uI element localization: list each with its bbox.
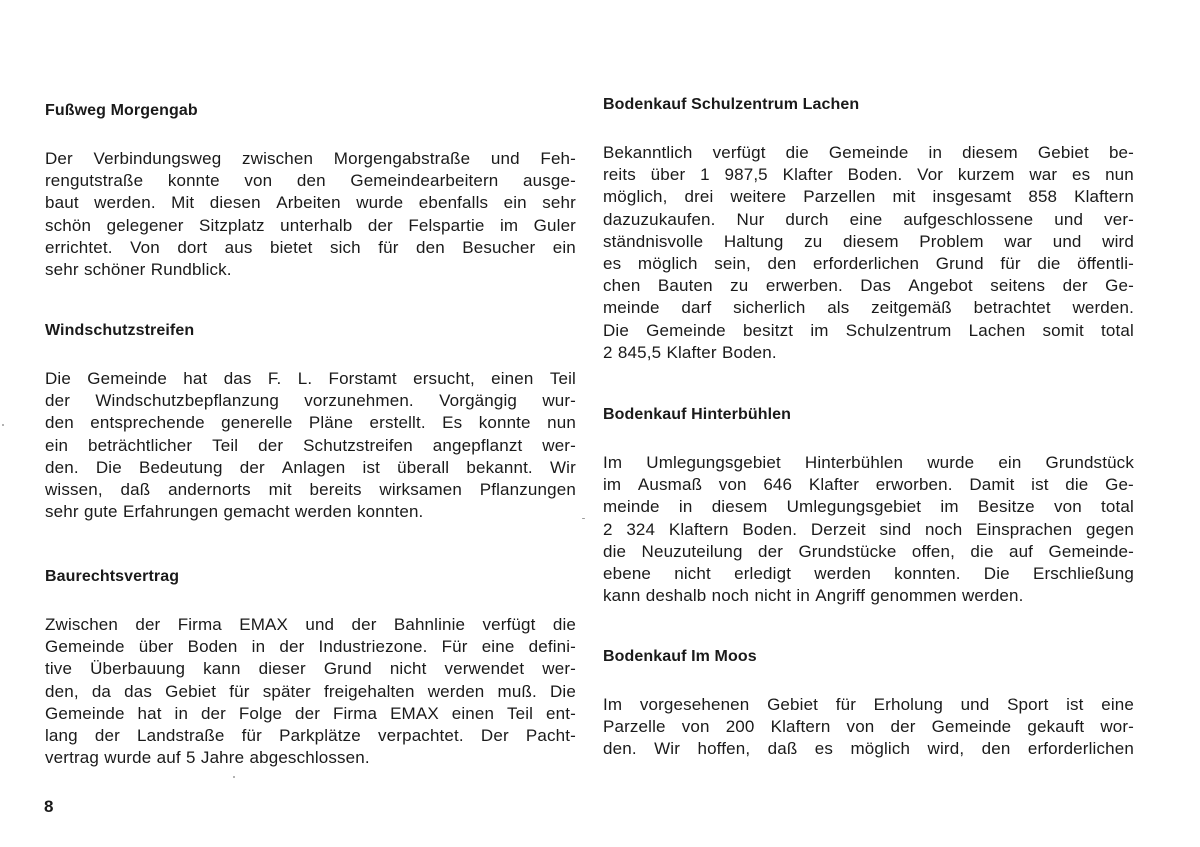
section-heading: Windschutzstreifen bbox=[45, 322, 195, 339]
section-paragraph bbox=[603, 452, 1134, 607]
text-line: meinde darf sicherlich als zeitgemäß betrachtet werden. bbox=[603, 298, 1134, 318]
text-line: chen Bauten zu erwerben. Das Angebot seitens der Ge- bbox=[603, 276, 1134, 296]
text-line: den entsprechende generelle Pläne erstellt. Es konnte nun bbox=[45, 413, 576, 433]
text-line: Gemeinde hat in der Folge der Firma EMAX einen Teil ent- bbox=[45, 703, 576, 723]
page-number: 8 bbox=[44, 797, 54, 816]
section-paragraph bbox=[45, 148, 576, 281]
scan-speck bbox=[233, 776, 235, 778]
text-line: die Neuzuteilung der Grundstücke offen, die auf Gemeinde- bbox=[603, 541, 1134, 561]
left-section-2 bbox=[45, 320, 576, 523]
text-line: reits über 1 987,5 Klafter Boden. Vor kurzem war es nun bbox=[603, 165, 1134, 185]
text-line: möglich, drei weitere Parzellen mit insgesamt 858 Klaftern bbox=[603, 187, 1134, 207]
text-line: im Ausmaß von 646 Klafter erworben. Damit ist die Ge- bbox=[603, 475, 1134, 495]
scan-speck bbox=[582, 518, 585, 519]
text-line: den, da das Gebiet für später freigehalten werden muß. Die bbox=[45, 681, 576, 701]
section-heading: Fußweg Morgengab bbox=[45, 102, 198, 119]
section-heading: Baurechtsvertrag bbox=[45, 568, 180, 585]
text-line: kann deshalb noch nicht in Angriff genommen werden. bbox=[603, 586, 1024, 606]
text-line: Parzelle von 200 Klaftern von der Gemeinde gekauft wor- bbox=[603, 717, 1134, 737]
text-line: Im Umlegungsgebiet Hinterbühlen wurde ein Grundstück bbox=[603, 453, 1134, 472]
section-heading: Bodenkauf Schulzentrum Lachen bbox=[603, 96, 860, 113]
text-line: sehr gute Erfahrungen gemacht werden konnten. bbox=[45, 502, 424, 522]
text-line: wissen, daß andernorts mit bereits wirksamen Pflanzungen bbox=[45, 480, 576, 500]
text-line: tive Überbauung kann dieser Grund nicht verwendet wer- bbox=[45, 659, 576, 679]
text-line: Zwischen der Firma EMAX und der Bahnlinie verfügt die bbox=[45, 615, 576, 634]
text-line: Bekanntlich verfügt die Gemeinde in diesem Gebiet be- bbox=[603, 143, 1134, 162]
text-line: sehr schöner Rundblick. bbox=[45, 260, 232, 280]
section-paragraph bbox=[603, 142, 1134, 364]
text-line: Gemeinde über Boden in der Industriezone. Für eine defini- bbox=[45, 637, 576, 657]
text-line: 2 324 Klaftern Boden. Derzeit sind noch Einsprachen gegen bbox=[603, 519, 1134, 539]
section-heading: Bodenkauf Hinterbühlen bbox=[603, 406, 791, 423]
right-section-3 bbox=[603, 646, 1134, 761]
text-line: es möglich sein, den erforderlichen Grund für die öffentli- bbox=[603, 254, 1134, 274]
text-line: ebene nicht erledigt werden konnten. Die Erschließung bbox=[603, 564, 1134, 584]
text-line: vertrag wurde auf 5 Jahre abgeschlossen. bbox=[45, 748, 370, 768]
text-line: ein beträchtlicher Teil der Schutzstreifen angepflanzt wer- bbox=[45, 435, 576, 455]
text-line: dazuzukaufen. Nur durch eine aufgeschlossene und ver- bbox=[603, 209, 1134, 229]
text-line: Der Verbindungsweg zwischen Morgengabstraße und Feh- bbox=[45, 149, 576, 168]
section-paragraph bbox=[45, 614, 576, 769]
section-paragraph bbox=[603, 694, 1134, 761]
left-section-3 bbox=[45, 566, 576, 769]
text-line: Die Gemeinde besitzt im Schulzentrum Lachen somit total bbox=[603, 320, 1134, 340]
text-line: lang der Landstraße für Parkplätze verpachtet. Der Pacht- bbox=[45, 726, 576, 746]
text-line: errichtet. Von dort aus bietet sich für den Besucher ein bbox=[45, 237, 576, 257]
text-line: baut werden. Mit diesen Arbeiten wurde ebenfalls ein sehr bbox=[45, 193, 576, 213]
text-line: der Windschutzbepflanzung vorzunehmen. Vorgängig wur- bbox=[45, 391, 576, 411]
right-section-1 bbox=[603, 94, 1134, 364]
text-line: ständnisvolle Haltung zu diesem Problem war und wird bbox=[603, 231, 1134, 251]
section-paragraph bbox=[45, 368, 576, 523]
text-line: meinde in diesem Umlegungsgebiet im Besitze von total bbox=[603, 497, 1134, 517]
left-section-1 bbox=[45, 100, 576, 281]
text-line: rengutstraße konnte von den Gemeindearbeitern ausge- bbox=[45, 171, 576, 191]
right-section-2 bbox=[603, 404, 1134, 607]
text-line: 2 845,5 Klafter Boden. bbox=[603, 342, 777, 362]
text-line: den. Wir hoffen, daß es möglich wird, den erforderlichen bbox=[603, 739, 1134, 759]
text-line: Im vorgesehenen Gebiet für Erholung und Sport ist eine bbox=[603, 695, 1134, 714]
text-line: schön gelegener Sitzplatz unterhalb der Felspartie im Guler bbox=[45, 215, 576, 235]
text-line: Die Gemeinde hat das F. L. Forstamt ersucht, einen Teil bbox=[45, 369, 576, 388]
scan-speck bbox=[2, 424, 4, 426]
text-line: den. Die Bedeutung der Anlagen ist überall bekannt. Wir bbox=[45, 457, 576, 477]
section-heading: Bodenkauf Im Moos bbox=[603, 648, 757, 665]
